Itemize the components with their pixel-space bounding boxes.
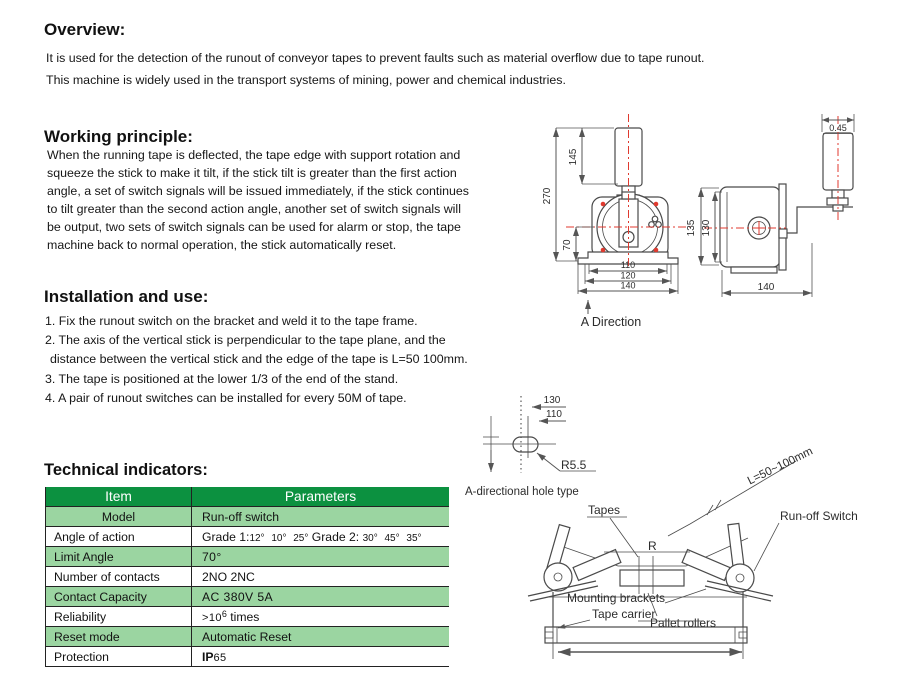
cell-param: 70°: [192, 547, 450, 567]
reliability-exponent: 6: [221, 609, 227, 619]
grade1-values: 12° 10° 25°: [249, 532, 309, 544]
cell-item: Limit Angle: [46, 547, 192, 567]
dim-120: 120: [620, 270, 636, 281]
cell-param: [192, 647, 450, 667]
dim-110: 110: [620, 260, 636, 270]
working-principle-text: [47, 146, 469, 254]
table-row: [46, 567, 450, 587]
cell-param: Automatic Reset: [192, 627, 450, 647]
hole-type-drawing: [465, 395, 596, 498]
mounting-brackets-label: Mounting brackets: [567, 591, 666, 605]
overview-line: It is used for the detection of the runout of conveyor tapes to prevent faults such as material overflow due to tape runout.: [46, 51, 705, 65]
pallet-rollers-label: Pallet rollers: [650, 616, 717, 630]
table-row: [46, 507, 450, 527]
overview-text: [46, 47, 704, 91]
hole-dim-130: 130: [543, 395, 561, 406]
protection-prefix: IP: [202, 649, 214, 664]
hole-dim-110: 110: [546, 409, 562, 420]
engineering-drawings: [440, 100, 911, 680]
overview-line: This machine is widely used in the transport systems of mining, power and chemical industries.: [46, 73, 566, 87]
cell-item: Protection: [46, 647, 192, 667]
col-header-item: Item: [46, 487, 192, 507]
dim-130: 130: [701, 219, 712, 237]
cell-item: Reliability: [46, 607, 192, 627]
cell-param: [192, 527, 450, 547]
technical-table: [45, 487, 449, 667]
grade2-values: 30° 45° 35°: [362, 532, 422, 544]
dim-045: 0.45: [829, 123, 847, 133]
reliability-unit: times: [226, 610, 260, 624]
table-row: [46, 647, 450, 667]
a-direction-caption: A Direction: [580, 315, 642, 329]
installation-line: 1. Fix the runout switch on the bracket and weld it to the tape frame.: [45, 314, 418, 328]
dim-145: 145: [568, 148, 579, 166]
grade2-label: Grade 2:: [311, 529, 360, 544]
installation-line: 2. The axis of the vertical stick is perpendicular to the tape plane, and the: [45, 333, 446, 348]
cell-param: 2NO 2NC: [192, 567, 450, 587]
working-principle-line: angle, a set of switch signals will be issued immediately, if the stick continues: [47, 184, 469, 198]
cell-param: Run-off switch: [192, 507, 450, 527]
installation-line: 3. The tape is positioned at the lower 1/3 of the end of the stand.: [45, 371, 399, 386]
working-principle-line: When the running tape is deflected, the tape edge with support rotation and: [47, 148, 461, 162]
working-principle-heading: Working principle:: [44, 127, 193, 146]
table-header-row: [46, 487, 450, 507]
cell-item: Contact Capacity: [46, 587, 192, 607]
cell-item: Reset mode: [46, 627, 192, 647]
dim-270: 270: [542, 187, 553, 205]
grade1-label: Grade 1:: [202, 529, 250, 544]
protection-rating: 65: [213, 651, 227, 664]
dim-140-side: 140: [757, 282, 775, 293]
installation-list: [45, 312, 468, 408]
reliability-base: >10: [202, 612, 222, 624]
working-principle-line: to tilt greater than the second action angle, another set of switch signals will: [47, 202, 461, 216]
table-row: [46, 547, 450, 567]
installation-line: distance between the vertical stick and the edge of the tape is L=50 100mm.: [50, 352, 468, 367]
front-view-drawing: [542, 114, 692, 329]
hole-radius-label: R5.5: [561, 458, 587, 472]
cell-item: Number of contacts: [46, 567, 192, 587]
cell-param: [192, 607, 450, 627]
tapes-label: Tapes: [588, 503, 621, 517]
distance-label: L=50~100mm: [745, 445, 815, 488]
working-principle-line: squeeze the stick to make it tilt, if the stick tilt is greater than the first action: [47, 166, 457, 180]
col-header-parameters: Parameters: [192, 487, 450, 507]
working-principle-line: be output, two sets of switch signals can be used for alarm or stop, the tape: [47, 220, 461, 234]
side-view-drawing: [686, 114, 854, 297]
table-row: [46, 527, 450, 547]
cell-item: Angle of action: [46, 527, 192, 547]
hole-type-caption: A-directional hole type: [465, 486, 579, 498]
tape-carrier-label: Tape carrier: [592, 607, 656, 621]
runoff-switch-label: Run-off Switch: [780, 509, 858, 523]
cell-param: AC 380V 5A: [192, 587, 450, 607]
cell-item: Model: [46, 507, 192, 527]
table-row: [46, 587, 450, 607]
table-row: [46, 607, 450, 627]
table-row: [46, 627, 450, 647]
installation-line: 4. A pair of runout switches can be installed for every 50M of tape.: [45, 390, 407, 405]
dim-135: 135: [686, 219, 697, 237]
installation-heading: Installation and use:: [44, 287, 209, 306]
dim-70: 70: [562, 239, 573, 251]
dim-140: 140: [620, 280, 636, 291]
r-label: R: [648, 539, 657, 553]
working-principle-line: machine back to normal operation, the stick automatically reset.: [47, 238, 397, 252]
technical-heading: Technical indicators:: [44, 461, 208, 479]
overview-heading: Overview:: [44, 20, 126, 39]
installation-diagram: [528, 445, 858, 659]
